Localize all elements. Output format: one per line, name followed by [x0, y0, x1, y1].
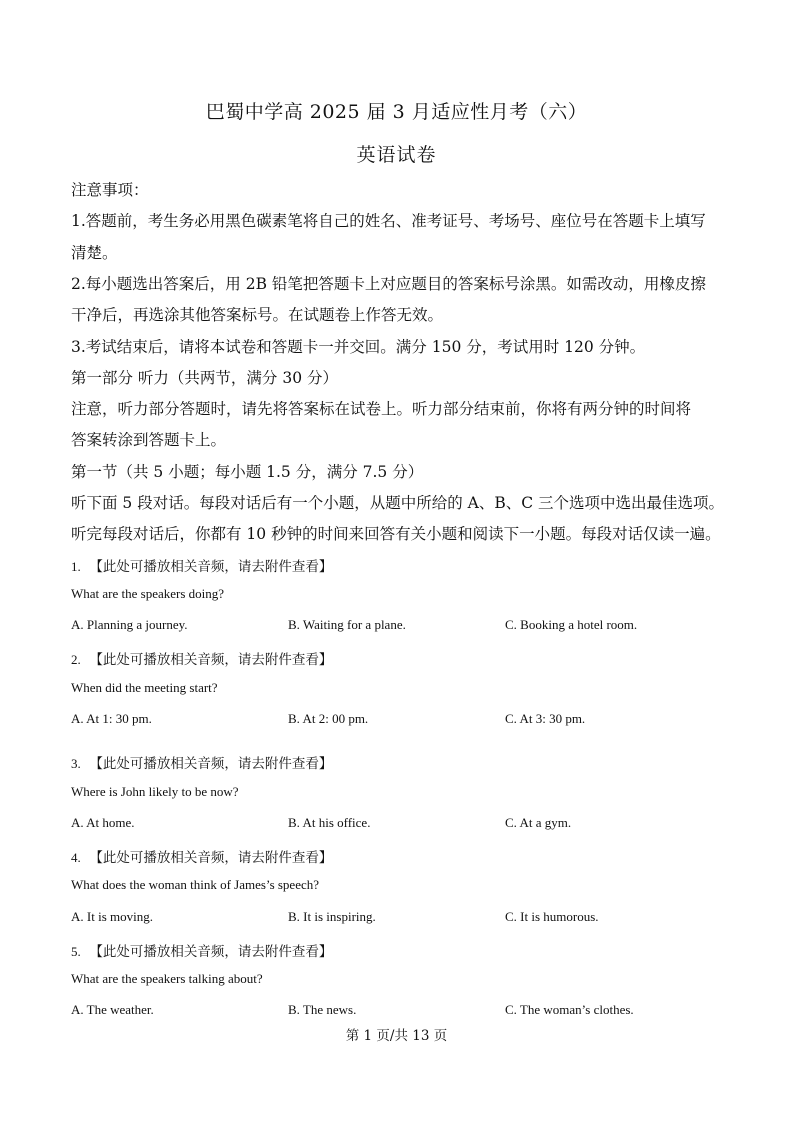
part1-heading: 第一部分 听力（共两节，满分 30 分）: [71, 369, 339, 387]
page-subtitle: 英语试卷: [356, 144, 437, 166]
note-line-1: 1.答题前，考生务必用黑色碳素笔将自己的姓名、准考证号、考场号、座位号在答题卡上填写: [71, 212, 706, 230]
question-audio-4[interactable]: 4. 【此处可播放相关音频，请去附件查看】: [71, 850, 333, 866]
question-audio-1[interactable]: 1. 【此处可播放相关音频，请去附件查看】: [71, 559, 333, 575]
q4-option-c[interactable]: C. It is humorous.: [505, 909, 599, 924]
question-text-3: Where is John likely to be now?: [71, 784, 239, 799]
question-audio-2[interactable]: 2. 【此处可播放相关音频，请去附件查看】: [71, 652, 333, 668]
q2-option-a[interactable]: A. At 1: 30 pm.: [71, 711, 152, 726]
section1-line-1: 听下面 5 段对话。每段对话后有一个小题，从题中所给的 A、B、C 三个选项中选出最佳选项。: [71, 494, 725, 512]
question-text-4: What does the woman think of James’s speech?: [71, 877, 320, 892]
q3-option-b[interactable]: B. At his office.: [288, 815, 371, 830]
note-line-5: 3.考试结束后，请将本试卷和答题卡一并交回。满分 150 分，考试用时 120 分钟。: [71, 338, 646, 356]
note-line-2: 清楚。: [71, 244, 118, 262]
question-audio-5[interactable]: 5. 【此处可播放相关音频，请去附件查看】: [71, 944, 333, 960]
q4-option-a[interactable]: A. It is moving.: [71, 909, 153, 924]
question-audio-3[interactable]: 3. 【此处可播放相关音频，请去附件查看】: [71, 756, 333, 772]
q1-option-a[interactable]: A. Planning a journey.: [71, 617, 188, 632]
q1-option-b[interactable]: B. Waiting for a plane.: [288, 617, 406, 632]
q5-option-c[interactable]: C. The woman’s clothes.: [505, 1002, 634, 1017]
question-text-2: When did the meeting start?: [71, 680, 218, 695]
question-text-5: What are the speakers talking about?: [71, 971, 263, 986]
q5-option-a[interactable]: A. The weather.: [71, 1002, 154, 1017]
notes-heading: 注意事项：: [71, 181, 149, 199]
q2-option-c[interactable]: C. At 3: 30 pm.: [505, 711, 586, 726]
note-line-4: 干净后，再选涂其他答案标号。在试题卷上作答无效。: [71, 306, 444, 324]
section1-line-2: 听完每段对话后，你都有 10 秒钟的时间来回答有关小题和阅读下一小题。每段对话仅读一遍。: [71, 525, 721, 543]
note-line-3: 2.每小题选出答案后，用 2B 铅笔把答题卡上对应题目的答案标号涂黑。如需改动，用橡皮擦: [71, 275, 706, 293]
part1-instruction-1: 注意，听力部分答题时，请先将答案标在试卷上。听力部分结束前，你将有两分钟的时间将: [71, 400, 692, 418]
q3-option-c[interactable]: C. At a gym.: [505, 815, 572, 830]
q2-option-b[interactable]: B. At 2: 00 pm.: [288, 711, 369, 726]
section1-heading: 第一节（共 5 小题；每小题 1.5 分，满分 7.5 分）: [71, 463, 424, 481]
q1-option-c[interactable]: C. Booking a hotel room.: [505, 617, 638, 632]
page-number: 第 1 页/共 13 页: [345, 1028, 448, 1044]
part1-instruction-2: 答案转涂到答题卡上。: [71, 431, 227, 449]
page-title: 巴蜀中学高 2025 届 3 月适应性月考（六）: [205, 101, 588, 123]
question-text-1: What are the speakers doing?: [71, 586, 225, 601]
q3-option-a[interactable]: A. At home.: [71, 815, 135, 830]
q4-option-b[interactable]: B. It is inspiring.: [288, 909, 376, 924]
q5-option-b[interactable]: B. The news.: [288, 1002, 357, 1017]
